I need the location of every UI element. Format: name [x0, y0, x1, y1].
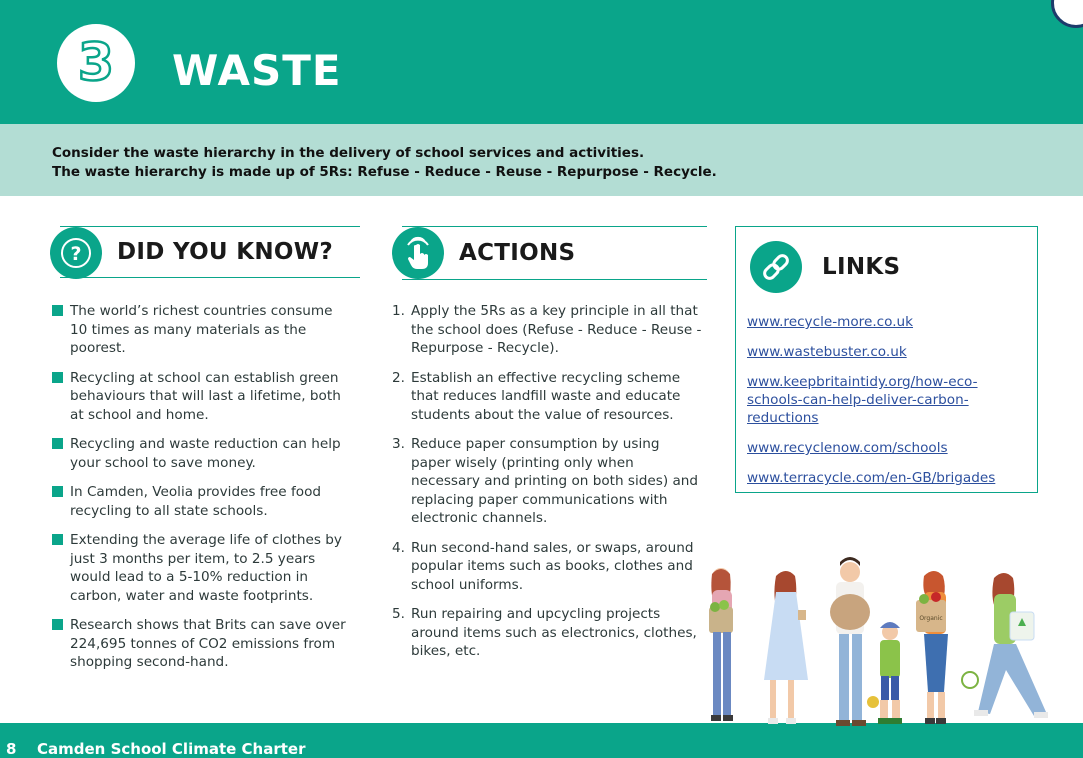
page-number: 8: [6, 740, 17, 758]
actions-title: ACTIONS: [459, 240, 576, 266]
list-item: 4. Run second-hand sales, or swaps, around popular items such as books, clothes and school uniforms.: [392, 539, 694, 593]
people-with-reusable-bags-illustration: [690, 552, 1080, 742]
link-icon: [750, 241, 802, 293]
list-item: 2. Establish an effective recycling scheme that reduces landfill waste and educate students about the value of resources.: [392, 369, 681, 423]
bullet-square: [52, 534, 63, 545]
question-icon: [50, 227, 102, 279]
list-item: 5. Run repairing and upcycling projects around items such as electronics, clothes, bikes, etc.: [392, 606, 697, 659]
svg-text:?: ?: [70, 243, 82, 265]
did-you-know-list: [52, 302, 348, 683]
footer-title: Camden School Climate Charter: [37, 740, 306, 758]
link-recyclenow[interactable]: www.recyclenow.com/schools: [747, 440, 948, 456]
link-recycle-more[interactable]: www.recycle-more.co.uk: [747, 314, 914, 330]
link-keepbritaintidy[interactable]: www.keepbritaintidy.org/how-eco-schools-can-help-deliver-carbon-reductions: [747, 374, 978, 426]
links-box: [735, 226, 1038, 493]
did-you-know-title: DID YOU KNOW?: [117, 239, 334, 265]
did-you-know-top-rule: [60, 226, 360, 227]
links-title: LINKS: [822, 254, 901, 280]
person-6: [962, 573, 1048, 718]
person-child: [867, 622, 902, 724]
section-number-badge: [57, 24, 135, 102]
intro-line-1: Consider the waste hierarchy in the delivery of school services and activities.: [52, 145, 645, 161]
page-header: [0, 0, 1083, 124]
person-5: [916, 571, 948, 724]
actions-top-rule: [402, 226, 707, 227]
list-item: Research shows that Brits can save over 224,695 tonnes of CO2 emissions from shopping second-hand.: [52, 616, 348, 672]
list-item: Recycling at school can establish green behaviours that will last a lifetime, both at school and home.: [52, 369, 348, 425]
actions-bottom-rule: [402, 279, 707, 280]
bullet-square: [52, 438, 63, 449]
links-list: [747, 313, 1027, 499]
list-item: Recycling and waste reduction can help your school to save money.: [52, 435, 348, 472]
link-terracycle[interactable]: www.terracycle.com/en-GB/brigades: [747, 470, 996, 486]
hand-tap-icon: [392, 227, 444, 279]
bullet-square: [52, 619, 63, 630]
corner-decoration: [1051, 0, 1083, 28]
did-you-know-bottom-rule: [60, 277, 360, 278]
section-number: 3: [77, 33, 115, 93]
list-item: Extending the average life of clothes by just 3 months per item, to 2.5 years would lead to a 5-10% reduction in carbon, water and waste footprints.: [52, 531, 348, 605]
intro-line-2: The waste hierarchy is made up of 5Rs: Refuse - Reduce - Reuse - Repurpose - Recycle.: [52, 164, 717, 180]
intro-band: [0, 124, 1083, 196]
list-item: 3. Reduce paper consumption by using paper wisely (printing only when necessary and printing on both sides) and replacing paper communications with electronic channels.: [392, 436, 699, 526]
list-item: The world’s richest countries consume 10 times as many materials as the poorest.: [52, 302, 348, 358]
bullet-square: [52, 486, 63, 497]
person-3: [830, 557, 870, 726]
list-item: In Camden, Veolia provides free food recycling to all state schools.: [52, 483, 348, 520]
list-item: 1. Apply the 5Rs as a key principle in all that the school does (Refuse - Reduce - Reuse - Repurpose - Recycle).: [392, 303, 702, 356]
link-wastebuster[interactable]: www.wastebuster.co.uk: [747, 344, 907, 360]
person-2: [764, 571, 808, 724]
person-1: [709, 568, 733, 721]
bag-label: Organic: [919, 615, 943, 622]
page-title: WASTE: [172, 46, 342, 95]
actions-list: [392, 302, 702, 672]
bullet-square: [52, 305, 63, 316]
bullet-square: [52, 372, 63, 383]
